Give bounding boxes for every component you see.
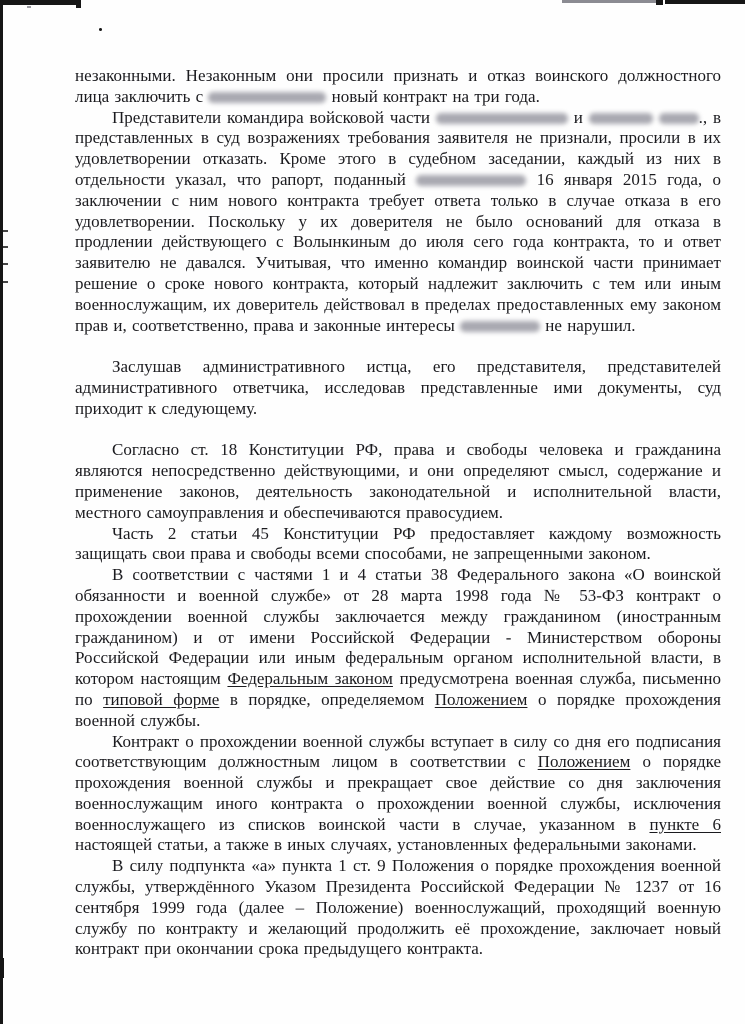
document-text <box>75 66 721 960</box>
scan-artifact-bottom-left-mark <box>0 958 4 978</box>
redaction-blur <box>659 113 699 124</box>
scan-artifact-speck <box>99 28 102 31</box>
scan-artifact-left-edge-line <box>0 0 3 1024</box>
paragraph: В силу подпункта «а» пункта 1 ст. 9 Положения о порядке прохождения военной службы, утверждённого Указом Президента Российской Федерации № 1237 от 16 сентября 1999 года (далее – Положение) военнослужащий, проходящий военную службу по контракту и желающий продолжить её прохождение, заключает новый контракт при окончании срока предыдущего контракта. <box>75 856 721 959</box>
paragraph: В соответствии с частями 1 и 4 статьи 38 Федерального закона «О воинской обязанности и военной службе» от 28 марта 1998 года № 53-ФЗ контракт о прохождении военной службы заключается между гражданином (иностранным гражданином) и от имени Российской Федерации - Министерством обороны Российской Федерации или иным федеральным органом исполнительной власти, в котором настоящим Федеральным законом предусмотрена военная служба, письменно по типовой форме в порядке, определяемом Положением о порядке прохождения военной службы. <box>75 565 722 730</box>
underlined-legal-reference: типовой форме <box>103 689 220 709</box>
paragraph: Согласно ст. 18 Конституции РФ, права и свободы человека и гражданина являются непосредственно действующими, и они определяют смысл, содержание и применение законов, деятельность законодательной и исполнительной власти, местного самоуправления и обеспечиваются правосудием. <box>75 440 721 522</box>
scan-artifact-top-right-gray <box>562 0 656 3</box>
scan-artifact-left-dash <box>1 230 8 232</box>
scan-artifact-top-left-dash <box>27 6 31 8</box>
paragraph: незаконными. Незаконным они просили признать и отказ воинского должностного лица заключить с новый контракт на три года. <box>75 66 721 106</box>
scan-artifact-top-right-black <box>665 0 745 4</box>
redaction-blur <box>416 175 526 186</box>
redaction-blur <box>208 92 326 103</box>
scan-artifact-left-dash <box>1 263 8 265</box>
underlined-legal-reference: Положением <box>537 752 631 772</box>
scan-artifact-left-dash <box>1 281 8 283</box>
redaction-blur <box>460 321 540 332</box>
scan-artifact-top-left-tick <box>76 0 81 8</box>
underlined-legal-reference: Положением <box>434 689 528 709</box>
paragraph: Часть 2 статьи 45 Конституции РФ предоставляет каждому возможность защищать свои права и свободы всеми способами, не запрещенными законом. <box>75 523 721 564</box>
paragraph: Представители командира войсковой части и ., в представленных в суд возражениях требования заявителя не признали, просили в их удовлетворении отказать. Кроме этого в судебном заседании, каждый из них в отдельности указал, что рапорт, поданный 16 января 2015 года, о заключении с ним нового контракта требует ответа только в случае отказа в его удовлетворении. Поскольку у их доверителя не было оснований для отказа в продлении действующего с Волынкиным до июля сего года контракта, то и ответ заявителю не давался. Учитывая, что именно командир воинской части принимает решение о сроке нового контракта, который надлежит заключить с тем или иным военнослужащим, их доверитель действовал в пределах предоставленных ему законом прав и, соответственно, права и законные интересы не нарушил. <box>75 107 722 335</box>
underlined-legal-reference: пункте 6 <box>649 814 721 834</box>
paragraph: Заслушав административного истца, его представителя, представителей административного ответчика, исследовав представленные ими документы, суд приходит к следующему. <box>75 357 721 418</box>
redaction-blur <box>436 113 568 124</box>
scan-artifact-left-dash <box>1 246 8 248</box>
underlined-legal-reference: Федеральным законом <box>227 669 393 689</box>
scan-artifact-top-right-blob <box>656 0 663 5</box>
redaction-blur <box>589 113 653 124</box>
paragraph: Контракт о прохождении военной службы вступает в силу со дня его подписания соответствующим должностным лицом в соответствии с Положением о порядке прохождения военной службы и прекращает свое действие со дня заключения военнослужащим иного контракта о прохождении военной службы, исключения военнослужащего из списков воинской части в случае, указанном в пункте 6 настоящей статьи, а также в иных случаях, установленных федеральными законами. <box>75 731 721 855</box>
scan-artifact-top-left-bar <box>0 0 78 5</box>
